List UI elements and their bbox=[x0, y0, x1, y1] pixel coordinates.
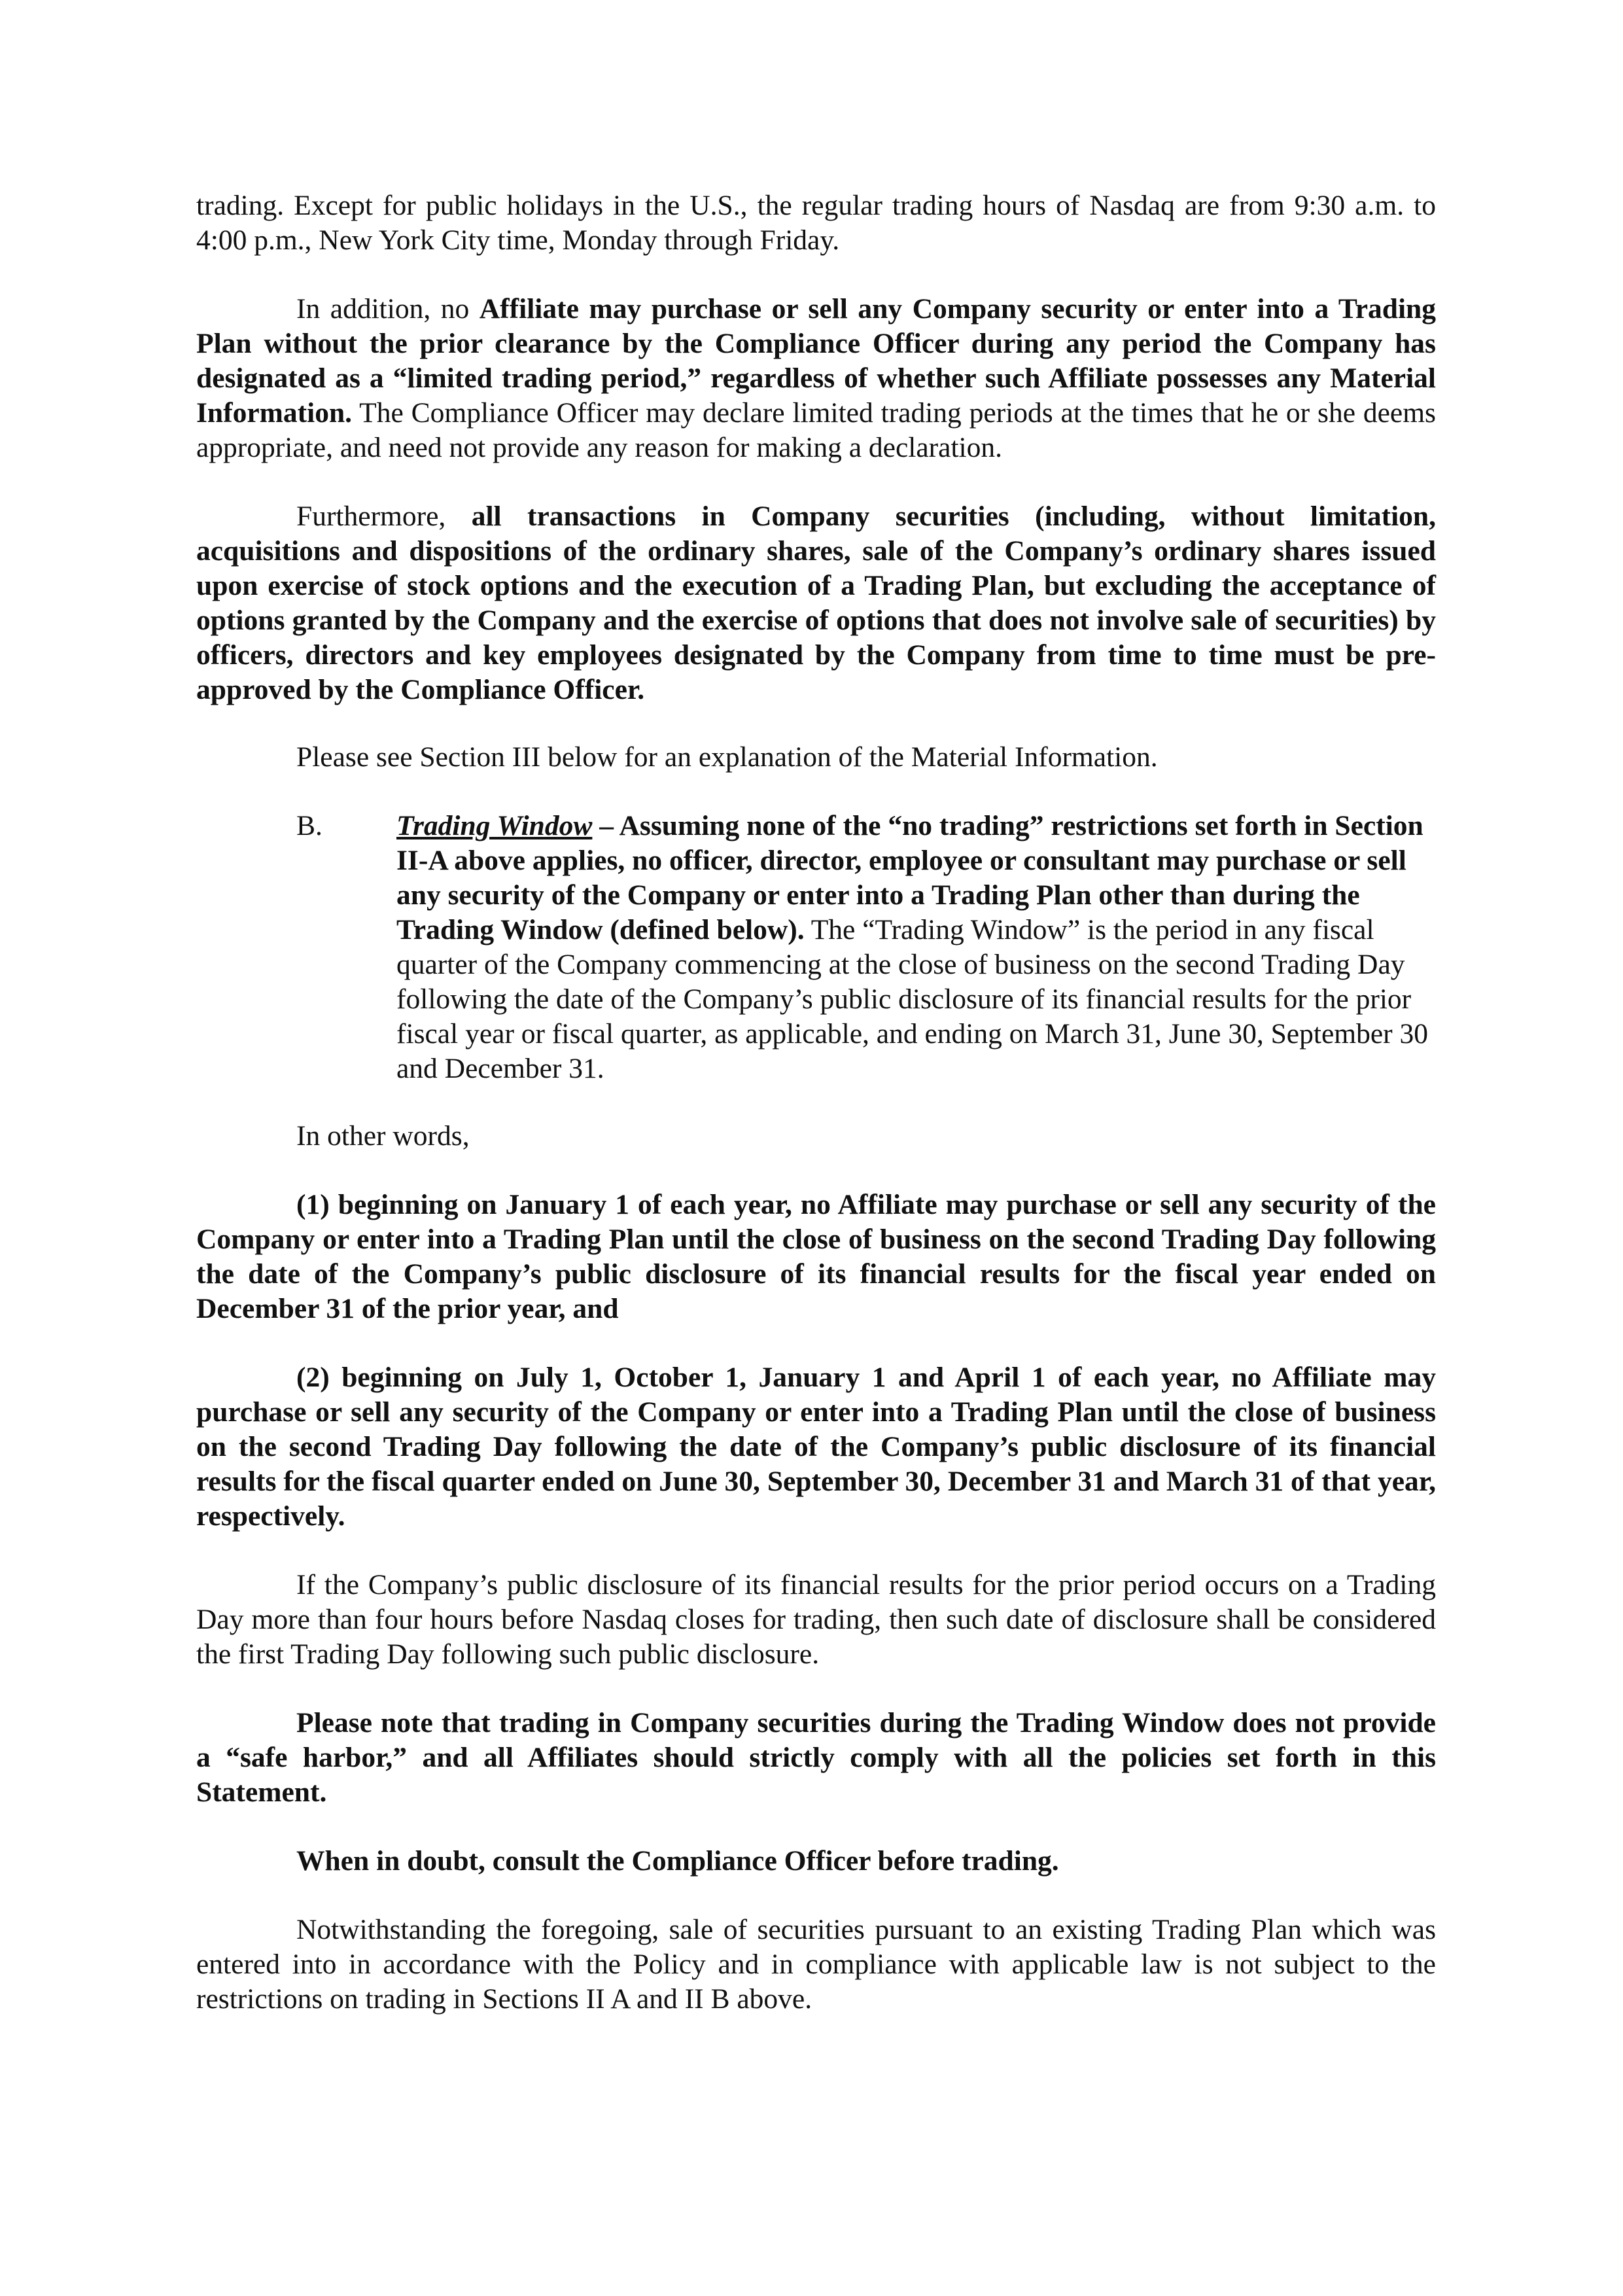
paragraph-text: Please see Section III below for an explanation of the Material Information. bbox=[296, 741, 1158, 773]
paragraph-trading-hours bbox=[196, 188, 1436, 258]
paragraph-text: In addition, no bbox=[296, 293, 480, 325]
paragraph-in-other-words bbox=[196, 1119, 1436, 1154]
paragraph-pre-approval bbox=[196, 499, 1436, 707]
paragraph-text: If the Company’s public disclosure of its financial results for the prior period occurs on a Trading Day more than four hours before Nasdaq closes for trading, then such date of disclosure shall be considered the first Trading Day following such public disclosure. bbox=[196, 1569, 1436, 1670]
section-b-body bbox=[396, 809, 1436, 1086]
paragraph-text: (2) beginning on July 1, October 1, January 1 and April 1 of each year, no Affiliate may purchase or sell any security of the Company or enter into a Trading Plan until the close of business on the second Trading Day following the date of the Company’s public disclosure of its financial results for the fiscal quarter ended on June 30, September 30, December 31 and March 31 of that year, respectively. bbox=[196, 1362, 1436, 1532]
paragraph-text: (1) beginning on January 1 of each year, no Affiliate may purchase or sell any security of the Company or enter into a Trading Plan until the close of business on the second Trading Day following the date of the Company’s public disclosure of its financial results for the fiscal year ended on December 31 of the prior year, and bbox=[196, 1189, 1436, 1324]
paragraph-text: Please note that trading in Company securities during the Trading Window does not provide a “safe harbor,” and all Affiliates should strictly comply with all the policies set forth in this Statement. bbox=[196, 1707, 1436, 1808]
paragraph-text: The Compliance Officer may declare limited trading periods at the times that he or she deems appropriate, and need not provide any reason for making a declaration. bbox=[196, 397, 1436, 463]
paragraph-rule-1 bbox=[196, 1188, 1436, 1326]
paragraph-when-in-doubt bbox=[196, 1844, 1436, 1879]
paragraph-bold-text: Affiliate may purchase or sell any Company security or enter into a Trading Plan without the prior clearance by the Compliance Officer during any period the Company has designated as a “limited trading period,” regardless of whether such Affiliate possesses any Material Information. bbox=[196, 293, 1436, 429]
section-b-title: Trading Window bbox=[396, 810, 593, 841]
paragraph-bold-text: all transactions in Company securities (including, without limitation, acquisitions and dispositions of the ordinary shares, sale of the Company’s ordinary shares issued upon exercise of stock options and the execution of a Trading Plan, but excluding the acceptance of options granted by the Company and the exercise of options that does not involve sale of securities) by officers, directors and key employees designated by the Company from time to time must be pre-approved by the Compliance Officer. bbox=[196, 501, 1437, 705]
paragraph-rule-2 bbox=[196, 1360, 1436, 1534]
document-page bbox=[196, 188, 1436, 2017]
paragraph-safe-harbor-note bbox=[196, 1706, 1436, 1810]
paragraph-text: Notwithstanding the foregoing, sale of securities pursuant to an existing Trading Plan which was entered into in accordance with the Policy and in compliance with applicable law is not subject to the restrictions on trading in Sections II A and II B above. bbox=[196, 1914, 1436, 2015]
paragraph-text: trading. Except for public holidays in the U.S., the regular trading hours of Nasdaq are from 9:30 a.m. to 4:00 p.m., New York City time, Monday through Friday. bbox=[196, 190, 1436, 256]
section-b-trading-window bbox=[196, 809, 1436, 1086]
paragraph-disclosure-timing bbox=[196, 1568, 1436, 1672]
paragraph-see-section-iii bbox=[196, 740, 1436, 775]
section-b-letter: B. bbox=[296, 810, 323, 841]
paragraph-text: When in doubt, consult the Compliance Officer before trading. bbox=[296, 1845, 1059, 1877]
paragraph-text: In other words, bbox=[296, 1120, 470, 1152]
section-b-text: The “Trading Window” is the period in any fiscal quarter of the Company commencing at the close of business on the second Trading Day following the date of the Company’s public disclosure of its financial results for the prior fiscal year or fiscal quarter, as applicable, and ending on March 31, June 30, September 30 and December 31. bbox=[396, 914, 1429, 1084]
paragraph-trading-plan-exception bbox=[196, 1913, 1436, 2017]
paragraph-text: Furthermore, bbox=[296, 501, 472, 532]
paragraph-limited-trading-period bbox=[196, 292, 1436, 465]
section-b-bold-text: – Assuming none of the “no trading” restrictions set forth in Section II-A above applies, no officer, director, employee or consultant may purchase or sell any security of the Company or enter into a Trading Plan other than during the Trading Window (defined below). bbox=[396, 810, 1423, 945]
